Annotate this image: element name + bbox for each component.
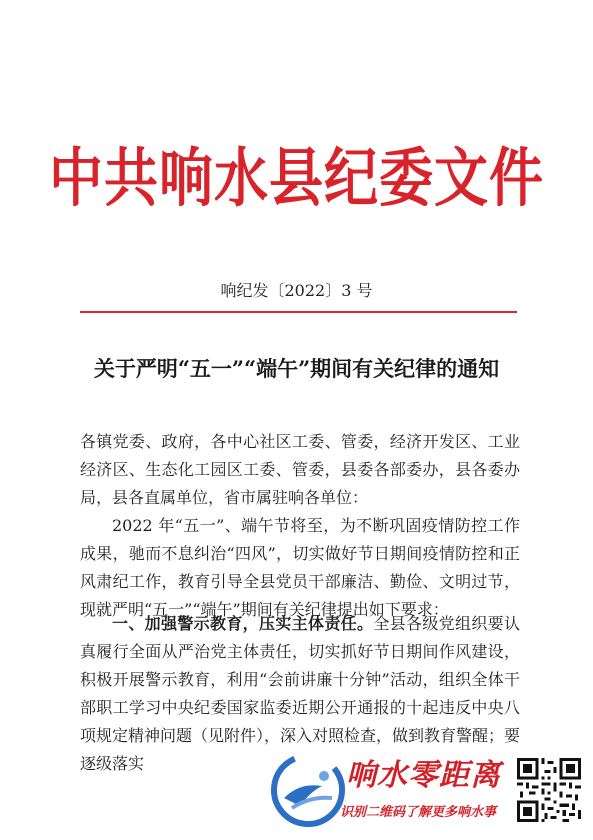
qr-code-icon[interactable] xyxy=(517,758,581,822)
document-number: 响纪发〔2022〕3 号 xyxy=(220,281,373,300)
red-divider-line xyxy=(80,311,517,313)
intro-paragraph: 2022 年“五一”、端午节将至，为不断巩固疫情防控工作成果，驰而不息纠治“四风”，切实做好节日期间疫情防控和正风肃纪工作，教育引导全县党员干部廉洁、勤俭、文明过节，现就严明“五一”“端午”期间有关纪律提出如下要求： xyxy=(80,516,520,619)
section-1-heading: 一、加强警示教育，压实主体责任。 xyxy=(112,614,374,633)
watermark-brand: 响水零距离 xyxy=(346,758,501,793)
brand-logo-icon xyxy=(270,752,346,828)
document-title: 关于严明“五一”“端午”期间有关纪律的通知 xyxy=(93,356,500,381)
watermark-subtitle: 识别二维码了解更多响水事 xyxy=(340,805,497,820)
watermark xyxy=(270,752,593,840)
issuer-header: 中共响水县纪委文件 xyxy=(49,140,544,216)
recipients-paragraph: 各镇党委、政府，各中心社区工委、管委，经济开发区、工业经济区、生态化工园区工委、管委，县委各部委办，县各委办局，县各直属单位，省市属驻响各单位： xyxy=(80,432,520,507)
section-1-text: 全县各级党组织要认真履行全面从严治党主体责任，切实抓好节日期间作风建设，积极开展警示教育，利用“会前讲廉十分钟”活动，组织全体干部职工学习中央纪委国家监委近期公开通报的十起违反中央八项规定精神问题（见附件），深入对照检查，做到教育警醒；要逐级落实 xyxy=(80,614,521,773)
